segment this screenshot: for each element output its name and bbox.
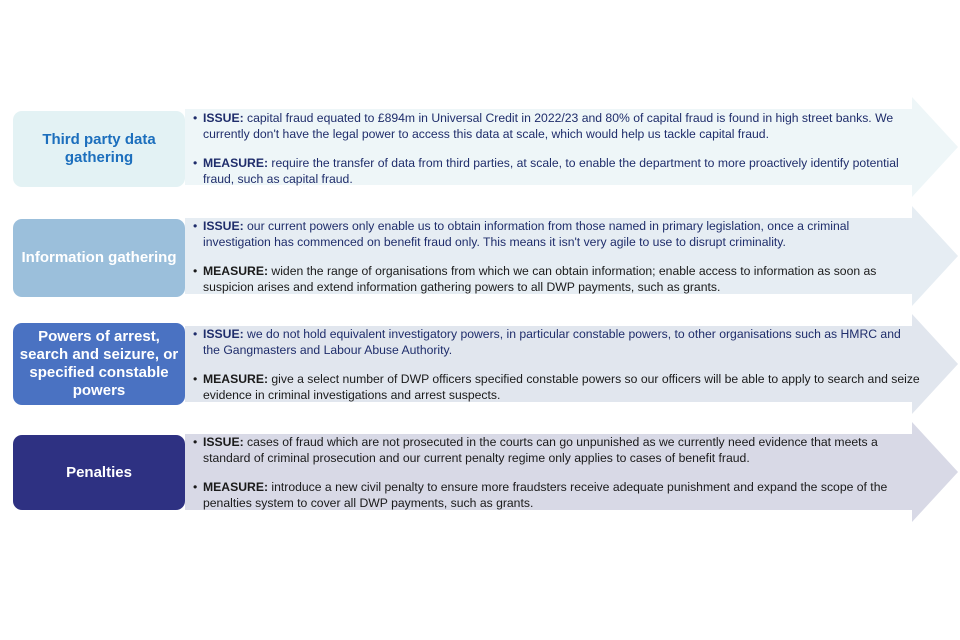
row-content <box>193 327 920 403</box>
row-content <box>193 219 920 295</box>
measure-bullet <box>193 480 920 511</box>
measure-text: introduce a new civil penalty to ensure more fraudsters receive adequate punishment and expand the scope of the penalties system to cover all DWP payments, such as grants. <box>203 480 888 510</box>
issue-text: our current powers only enable us to obtain information from those named in primary legislation, once a criminal investigation has commenced on benefit fraud only. This means it isn't very agile to use to disrupt criminality. <box>203 219 850 249</box>
measure-bullet <box>193 372 920 403</box>
row-label <box>13 219 185 297</box>
measure-keyword: MEASURE: <box>203 480 269 494</box>
issue-keyword: ISSUE: <box>203 219 244 233</box>
bullet-dot-icon: • <box>193 435 198 449</box>
issue-text: capital fraud equated to £894m in Universal Credit in 2022/23 and 80% of capital fraud is found in high street banks. We currently don't have the legal power to access this data at scale, which would help us tackle capital fraud. <box>203 111 894 141</box>
bullet-dot-icon: • <box>193 219 198 233</box>
measure-bullet <box>193 156 920 187</box>
row-label-text: Penalties <box>66 463 132 481</box>
issue-bullet <box>193 327 920 358</box>
issue-keyword: ISSUE: <box>203 111 244 125</box>
issue-keyword: ISSUE: <box>203 327 244 341</box>
issue-keyword: ISSUE: <box>203 435 244 449</box>
row-label-text: Information gathering <box>21 249 177 266</box>
issue-text: we do not hold equivalent investigatory powers, in particular constable powers, to other organisations such as HMRC and the Gangmasters and Labour Abuse Authority. <box>203 327 901 357</box>
bullet-dot-icon: • <box>193 327 198 341</box>
row-penalties <box>0 422 960 522</box>
issue-text: cases of fraud which are not prosecuted in the courts can go unpunished as we currently need evidence that meets a standard of criminal prosecution and our current penalty regime only applies to cases of benefit fraud. <box>203 435 878 465</box>
row-label-text: Third party data gathering <box>42 131 156 166</box>
bullet-dot-icon: • <box>193 372 198 386</box>
row-label <box>13 111 185 187</box>
measure-text: require the transfer of data from third parties, at scale, to enable the department to more proactively identify potential fraud, such as capital fraud. <box>203 156 899 186</box>
measure-keyword: MEASURE: <box>203 156 269 170</box>
measure-bullet <box>193 264 920 295</box>
row-label-text: Powers of arrest, search and seizure, or specified constable powers <box>19 328 179 399</box>
measure-keyword: MEASURE: <box>203 264 269 278</box>
bullet-dot-icon: • <box>193 264 198 278</box>
measure-text: give a select number of DWP officers specified constable powers so our officers will be able to apply to search and seize evidence in criminal investigations and arrest suspects. <box>203 372 920 402</box>
row-content <box>193 435 920 511</box>
row-powers-of-arrest <box>0 314 960 414</box>
bullet-dot-icon: • <box>193 156 198 170</box>
row-label <box>13 323 185 405</box>
row-label <box>13 435 185 510</box>
issue-bullet <box>193 111 920 142</box>
issue-bullet <box>193 435 920 466</box>
row-content <box>193 111 920 187</box>
measure-keyword: MEASURE: <box>203 372 269 386</box>
measure-text: widen the range of organisations from which we can obtain information; enable access to information as soon as suspicion arises and extend information gathering powers to all DWP payments, such as grants. <box>203 264 877 294</box>
issue-bullet <box>193 219 920 250</box>
row-information-gathering <box>0 206 960 306</box>
bullet-dot-icon: • <box>193 111 198 125</box>
bullet-dot-icon: • <box>193 480 198 494</box>
row-third-party-data <box>0 97 960 197</box>
